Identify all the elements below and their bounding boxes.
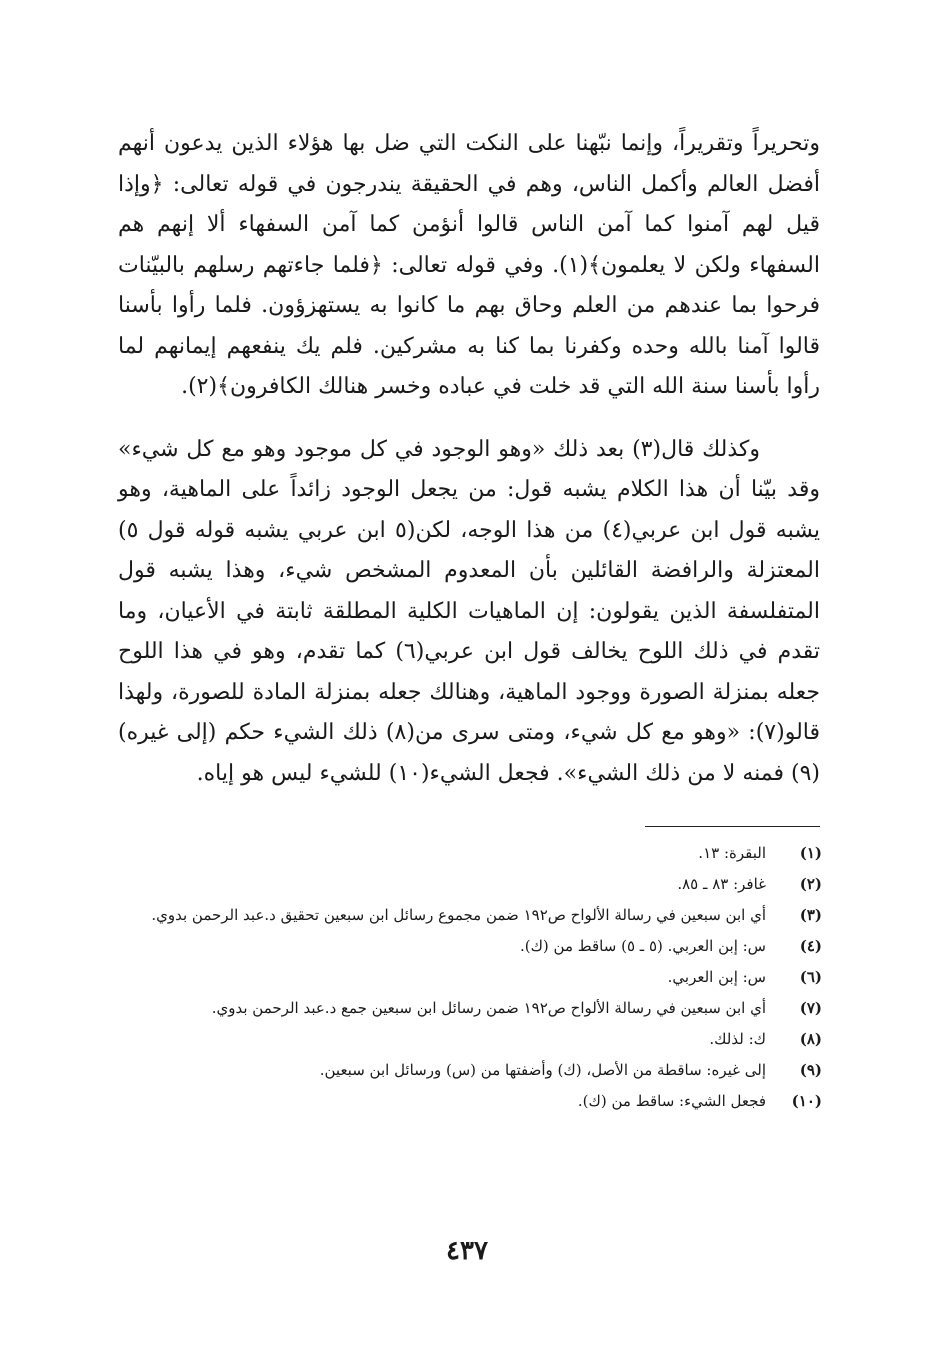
footnote — [128, 838, 822, 869]
main-text — [118, 124, 820, 794]
footnote-number: (١) — [799, 844, 822, 862]
paragraph: وتحريراً وتقريراً، وإنما نبّهنا على النكت التي ضل بها هؤلاء الذين يدعون أنهم أفضل العالم وأكمل الناس، وهم في الحقيقة يندرجون في قوله تعالى: ﴿وإذا قيل لهم آمنوا كما آمن الناس قالوا أنؤمن كما آمن السفهاء ألا إنهم هم السفهاء ولكن لا يعلمون﴾(١). وفي قوله تعالى: ﴿فلما جاءتهم رسلهم بالبيّنات فرحوا بما عندهم من العلم وحاق بهم ما كانوا به يستهزؤون. فلما رأوا بأسنا قالوا آمنا بالله وحده وكفرنا بما كنا به مشركين. فلم يك ينفعهم إيمانهم لما رأوا بأسنا سنة الله التي قد خلت في عباده وخسر هنالك الكافرون﴾(٢). — [118, 131, 820, 399]
footnote-text: س: إبن العربي. — [667, 968, 766, 986]
footnote — [128, 993, 822, 1024]
footnote-number: (٤) — [799, 937, 822, 955]
footnote — [128, 1086, 822, 1117]
footnote — [128, 1024, 822, 1055]
footnote — [128, 962, 822, 993]
footnote-separator — [645, 826, 820, 827]
footnote-number: (١٠) — [791, 1092, 822, 1110]
footnote-number: (٢) — [799, 875, 822, 893]
footnote — [128, 900, 822, 931]
footnote-text: أي ابن سبعين في رسالة الألواح ص١٩٢ ضمن مجموع رسائل ابن سبعين تحقيق د.عبد الرحمن بدوي. — [151, 906, 766, 924]
footnote-number: (٣) — [799, 906, 822, 924]
footnote-text: أي ابن سبعين في رسالة الألواح ص١٩٢ ضمن رسائل ابن سبعين جمع د.عبد الرحمن بدوي. — [211, 999, 766, 1017]
footnote-text: ك: لذلك. — [709, 1030, 766, 1048]
footnote-text: غافر: ٨٣ ـ ٨٥. — [677, 875, 766, 893]
footnotes — [128, 838, 822, 1117]
footnote — [128, 931, 822, 962]
footnote-text: البقرة: ١٣. — [698, 844, 766, 862]
footnote-number: (٦) — [799, 968, 822, 986]
footnote — [128, 1055, 822, 1086]
paragraph: وكذلك قال(٣) بعد ذلك «وهو الوجود في كل موجود وهو مع كل شيء» وقد بيّنا أن هذا الكلام يشبه قول: من يجعل الوجود زائداً على الماهية، وهو يشبه قول ابن عربي(٤) من هذا الوجه، لكن(٥ ابن عربي يشبه قوله قول ٥) المعتزلة والرافضة القائلين بأن المعدوم المشخص شيء، وهذا يشبه قول المتفلسفة الذين يقولون: إن الماهيات الكلية المطلقة ثابتة في الأعيان، وما تقدم في ذلك اللوح يخالف قول ابن عربي(٦) كما تقدم، وهو في هذا اللوح جعله بمنزلة الصورة ووجود الماهية، وهنالك جعله بمنزلة المادة للصورة، ولهذا قالو(٧): «وهو مع كل شيء، ومتى سرى من(٨) ذلك الشيء حكم (إلى غيره)(٩) فمنه لا من ذلك الشيء». فجعل الشيء(١٠) للشيء ليس هو إياه. — [118, 436, 820, 786]
footnote-text: إلى غيره: ساقطة من الأصل، (ك) وأضفتها من (س) ورسائل ابن سبعين. — [319, 1061, 766, 1079]
footnote-text: فجعل الشيء: ساقط من (ك). — [577, 1092, 766, 1110]
footnote-number: (٨) — [799, 1030, 822, 1048]
footnote-number: (٧) — [799, 999, 822, 1017]
footnote — [128, 869, 822, 900]
footnote-text: س: إبن العربي. (٥ ـ ٥) ساقط من (ك). — [519, 937, 766, 955]
footnote-number: (٩) — [799, 1061, 822, 1079]
page-number: ٤٣٧ — [446, 1236, 488, 1266]
